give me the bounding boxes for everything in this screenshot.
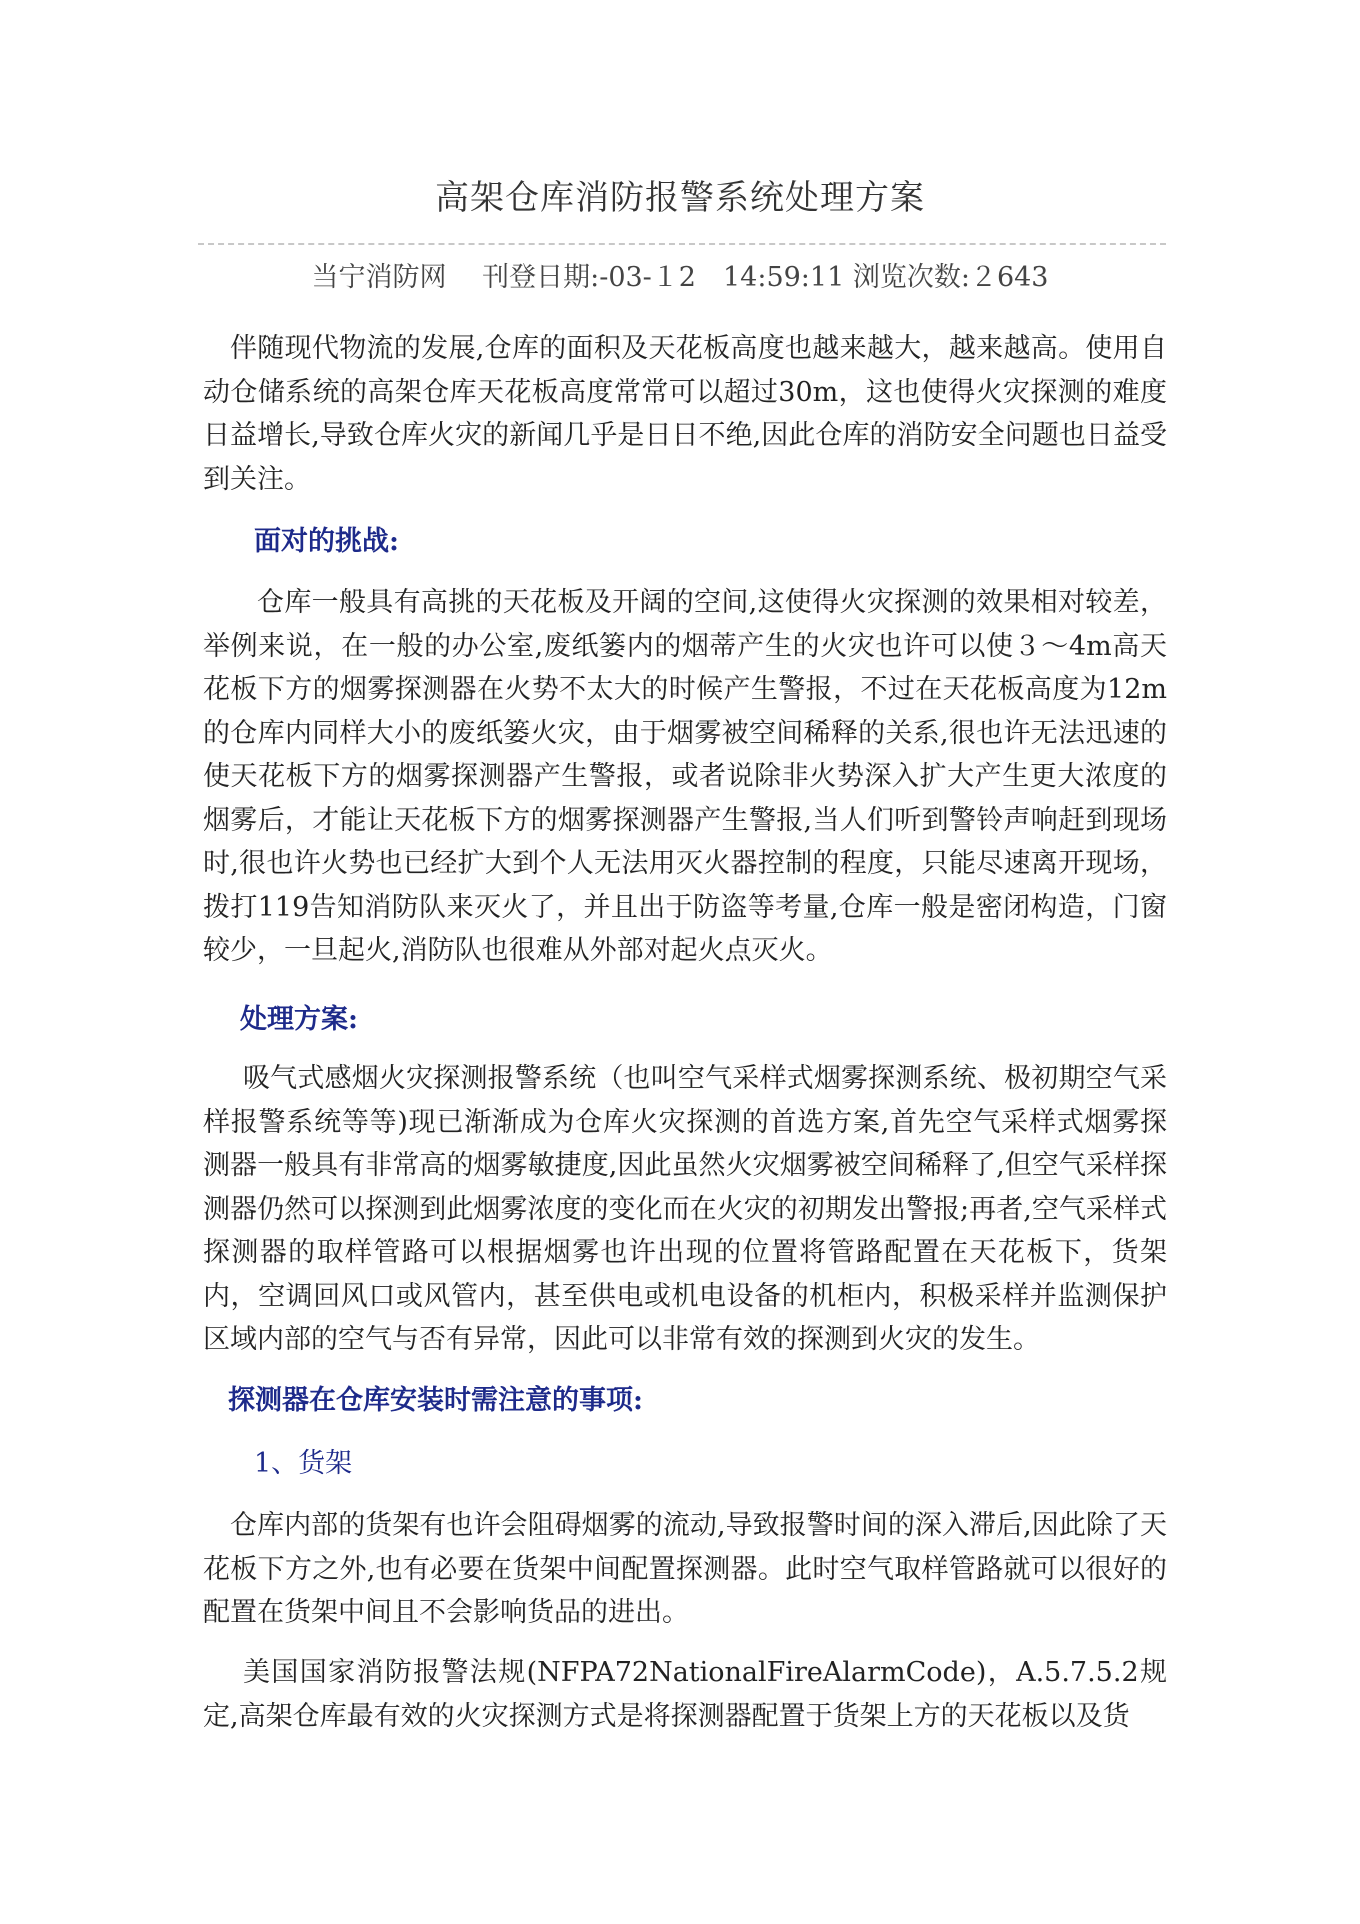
intro-paragraph: 伴随现代物流的发展,仓库的面积及天花板高度也越来越大，越来越高。使用自动仓储系统的高架仓库天花板高度常常可以超过30m，这也使得火灾探测的难度日益增长,导致仓库火灾的新闻几乎是日日不绝,因此仓库的消防安全问题也日益受到关注。 xyxy=(203,333,1167,495)
heading-challenge: 面对的挑战: xyxy=(254,526,399,557)
title-divider xyxy=(198,243,1166,245)
article-meta xyxy=(0,258,1360,298)
document-title: 高架仓库消防报警系统处理方案 xyxy=(435,178,925,218)
meta-date: 刊登日期:-03-１2 14:59:11 xyxy=(482,262,845,293)
meta-views: 浏览次数:２643 xyxy=(852,262,1049,293)
nfpa-paragraph: 美国国家消防报警法规(NFPA72NationalFireAlarmCode)，A.5.7.5.2规定,高架仓库最有效的火灾探测方式是将探测器配置于货架上方的天花板以及货 xyxy=(203,1657,1167,1732)
subheading-shelves: 1、货架 xyxy=(254,1448,353,1479)
solution-paragraph: 吸气式感烟火灾探测报警系统（也叫空气采样式烟雾探测系统、极初期空气采样报警系统等等)现已渐渐成为仓库火灾探测的首选方案,首先空气采样式烟雾探测器一般具有非常高的烟雾敏捷度,因此虽然火灾烟雾被空间稀释了,但空气采样探测器仍然可以探测到此烟雾浓度的变化而在火灾的初期发出警报;再者,空气采样式探测器的取样管路可以根据烟雾也许出现的位置将管路配置在天花板下，货架内，空调回风口或风管内，甚至供电或机电设备的机柜内，积极采样并监测保护区域内部的空气与否有异常，因此可以非常有效的探测到火灾的发生。 xyxy=(203,1063,1167,1355)
heading-installation: 探测器在仓库安装时需注意的事项: xyxy=(228,1385,643,1416)
challenge-paragraph: 仓库一般具有高挑的天花板及开阔的空间,这使得火灾探测的效果相对较差，举例来说，在一般的办公室,废纸篓内的烟蒂产生的火灾也许可以使３～4m高天花板下方的烟雾探测器在火势不太大的时候产生警报，不过在天花板高度为12m的仓库内同样大小的废纸篓火灾，由于烟雾被空间稀释的关系,很也许无法迅速的使天花板下方的烟雾探测器产生警报，或者说除非火势深入扩大产生更大浓度的烟雾后，才能让天花板下方的烟雾探测器产生警报,当人们听到警铃声响赶到现场时,很也许火势也已经扩大到个人无法用灭火器控制的程度，只能尽速离开现场，拨打119告知消防队来灭火了，并且出于防盗等考量,仓库一般是密闭构造，门窗较少，一旦起火,消防队也很难从外部对起火点灭火。 xyxy=(203,587,1167,966)
meta-source: 当宁消防网 xyxy=(311,262,447,293)
shelves-paragraph: 仓库内部的货架有也许会阻碍烟雾的流动,导致报警时间的深入滞后,因此除了天花板下方之外,也有必要在货架中间配置探测器。此时空气取样管路就可以很好的配置在货架中间且不会影响货品的进出。 xyxy=(203,1510,1167,1628)
heading-solution: 处理方案: xyxy=(240,1004,358,1035)
